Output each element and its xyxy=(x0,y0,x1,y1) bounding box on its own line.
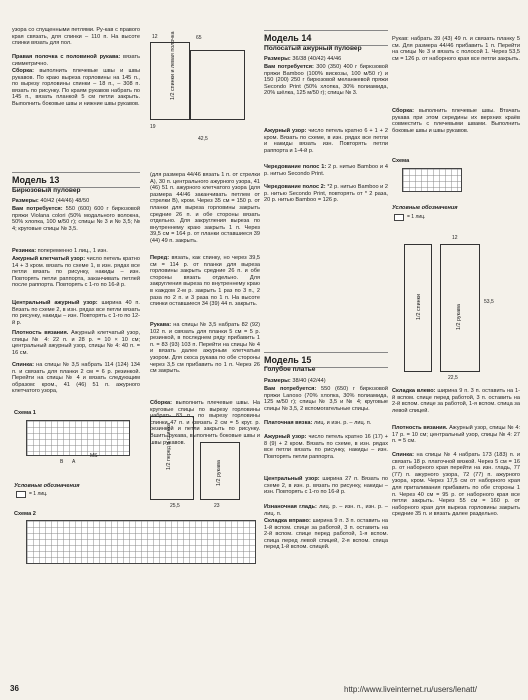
scheme2-grid xyxy=(26,520,256,564)
model15-sizes: Размеры: 38/40 (42/44) xyxy=(264,378,326,384)
scheme1-mark-ms: MS xyxy=(90,453,98,459)
diagram-label-front: 1/2 перед и спинка xyxy=(166,422,172,470)
model13-materials: Вам потребуется: 550 (600) 600 г бирюзовой пряжи Violana colori (50% модального волокна, 50% хлопка, 100 м/50 г); спицы № 3 и № 3,5; № 4; круговые спицы № 3,5. xyxy=(12,206,140,232)
model15-materials: Вам потребуется: 550 (650) г бирюзовой пряжи Lanoso (70% хлопка, 30% полиамида, 125 м/50 г); спицы № 3,5 и № 4; круговые спицы № 3,5, 2 вспомогательные спицы. xyxy=(264,386,388,412)
scheme1-mark-a: A xyxy=(72,459,76,465)
model15-stst: Изнаночная гладь: лиц. р. – изн. п., изн. р. – лиц. п. xyxy=(264,504,388,517)
footer-url[interactable]: http://www.liveinternet.ru/users/lenatt/ xyxy=(344,685,477,694)
model13-title: Модель 13 xyxy=(12,172,140,188)
page-number: 36 xyxy=(10,684,19,693)
diagram-label-back: 1/2 спинки и левая полочка xyxy=(170,31,176,100)
legend2-title: Условные обозначения xyxy=(392,205,458,211)
model13-lace: Ажурный клетчатый узор: число петель кратно 14 + 3 кром. вязать по схеме 1, в изн. рядах все петли вязать по рисунку, накиды – изн. Повторять петли раппорта, заканчивать петлей после раппорта. Повторять с 1-го по 16-й р. xyxy=(12,256,140,289)
model14-stripes1: Чередование полос 1: 2 р. нитью Bamboo и 4 р. нитью Secondo Print. xyxy=(264,164,388,177)
diagram-sleeve-top xyxy=(190,50,245,120)
diagram-num-23: 23 xyxy=(214,503,220,509)
col1-assembly: Сборка: выполнить плечевые швы и швы рукавов. По краю выреза горловины на 145 п., по вырезу горловины спинки – 18 п., – 308 п. вязать по рисунку. По краям рукавов набрать по 145 п., вязать планкой 5 см петли закрыть. Выполнить боковые швы и нижние швы рукавов. xyxy=(12,68,140,107)
diagram-num-65: 65 xyxy=(196,35,202,41)
model13-name: Бирюзовый пуловер xyxy=(12,187,81,194)
legend2-item: = 1 лиц. xyxy=(407,214,426,220)
col2-front: Перед: вязать, как спинку, но через 39,5 см = 114 р. от планки для выреза горловины закрыть средние 26 п. и обе стороны вязать отдельно. Для закругления выреза по внутреннему краю в каждом 2-м р. закрыть 1 раз по 3 п., 2 раза по 2 п. и 3 раза по 1 п. На высоте спинки оставшиеся 34 (39) 44 п. закрыть. xyxy=(150,255,260,308)
col4-back: Спинка: на спицы № 4 набрать 173 (183) п. и связать 18 р. платочной вязкой. Через 5 см = 16 р. от наборного края перейти на изн. гладь, 77 (77) п. ажурного узора, 72 (77) п. ажурного узора, кром. Через 17,5 см от наборного края для приталивания прибавить по обе стороны 1 п. Через 40 см = 95 р. от наборного края все петли закрыть. Через 55 см = 160 р. от наборного края для выреза горловины закрыть средние 35 п. и вязать далее раздельно. xyxy=(392,452,520,518)
diagram-front-back xyxy=(150,416,194,500)
model13-central: Центральный ажурный узор: ширина 40 п. Вязать по схеме 2, в изн. рядах все петли вязать по рисунку, накиды – изн. Повторять с 1-го по 12-й р. xyxy=(12,300,141,326)
model14-lace: Ажурный узор: число петель кратно 6 + 1 + 2 кром. Вязать по схеме, в изн. рядах все петли и накиды вязать изн. Повторять петли раппорта и 1-4-й р. xyxy=(264,128,388,154)
model13-back: Спинка: на спицы № 3,5 набрать 114 (124) 134 п. и связать для планки 2 см = 6 р. резинкой. Перейти на спицы № 4 и вязать следующим образом: кром., 41 (46) 51 п. ажурного клетчатого узора, xyxy=(12,362,140,395)
col4-diagram-label-sleeve: 1/2 рукава xyxy=(456,304,462,330)
diagram-num-19: 19 xyxy=(150,124,156,130)
col4-scheme-title: Схема xyxy=(392,158,410,164)
diagram-label-sleeve: 1/2 рукава xyxy=(216,460,222,486)
col4-assembly: Сборка: выполнить плечевые швы. Втачать рукава при этом середины их верхних краёв совместить с плечевыми швами. Выполнить боковые швы и швы рукавов. xyxy=(392,108,520,134)
diagram-num-12: 12 xyxy=(152,34,158,40)
col4-density: Плотность вязания. Ажурный узор, спицы № 4: 17 р. = 10 см; центральный узор, спицы № 4: 27 п. = 5 см. xyxy=(392,425,521,445)
col1-intro: узора со спущенными петлями. Ру-кав с правого края связать, для спинки – 110 п. На высоте спинки вязать для пол. xyxy=(12,27,140,47)
model14-stripes2: Чередование полос 2: *2 р. нитью Bamboo и 2 р. нитью Secondo Print, повторять от * 2 раза, 20 р. нитью Bamboo = 126 р. xyxy=(264,184,388,204)
col1-front-right: Правая полочка с половиной рукава: вязать симметрично. xyxy=(12,54,140,67)
scheme2-title: Схема 2 xyxy=(14,511,36,517)
legend1-swatch xyxy=(16,491,26,498)
model15-garter: Платочная вязка: лиц. и изн. р. – лиц. п. xyxy=(264,420,372,426)
diagram-num-255: 25,5 xyxy=(170,503,180,509)
col4-diagram-num-225: 22,5 xyxy=(448,375,458,381)
model15-center: Центральный узор: ширина 27 п. Вязать по схеме 2, в изн. р. вязать по рисунку, накиды – изн. Повторять с 1-го по 16-й р. xyxy=(264,476,388,496)
col2-sleeves: Рукава: на спицы № 3,5 набрать 82 (92) 102 п. и связать для планки 5 см = 5 р. резинкой, в последнем ряду прибавить 1 п. = 83 (93) 103 п. Перейти на спицы № 4 и вязать далее ажурным клетчатым узором. Для скоса рукава по обе стороны через 3,5 см прибавить по 1 п. Через 26 см закрыть. xyxy=(150,322,260,375)
col4-diagram-label-back: 1/2 спинки xyxy=(416,294,422,320)
model15-name: Голубое платье xyxy=(264,366,316,373)
model13-sizes: Размеры: 40/42 (44/46) 48/50 xyxy=(12,198,90,204)
model15-title: Модель 15 xyxy=(264,352,388,368)
col4-diagram-num-12: 12 xyxy=(452,235,458,241)
scheme1-grid xyxy=(26,420,130,456)
col4-diagram-num-535: 53,5 xyxy=(484,299,494,305)
scheme1-title: Схема 1 xyxy=(14,410,36,416)
legend2-swatch xyxy=(394,214,404,221)
col2-text1: (для размера 44/46 вязать 1 п. от стрелки А), 30 п. центрального ажурного узора, 41 (46) 51 п. ажурного клетчатого узора (для размера 44/46 заканчивать петлем от стрелки В), кром. Через 35 см = 150 р. от планки для выреза горловины закрыть средние 26 п. и обе стороны вязать отдельно. Для закругления выреза по внутреннему краю закрыть 1 п. Через 39,5 см = 164 р. от планки оставшиеся 39 (44) 49 п. закрыть. xyxy=(150,172,260,244)
model13-rib: Резинка: попеременно 1 лиц., 1 изн. xyxy=(12,248,108,254)
legend1-title: Условные обозначения xyxy=(14,483,80,489)
scheme1-mark-b: B xyxy=(60,459,64,465)
legend1-item: = 1 лиц. xyxy=(29,491,48,497)
diagram-num-425: 42,5 xyxy=(198,136,208,142)
model14-materials: Вам потребуется: 300 (350) 400 г бирюзовой пряжи Bamboo (100% вискозы, 100 м/50 г) и 150 (200) 250 г бирюзовой меланжевой пряжи Secondo Print (50% хлопка, 30% полиамида, 20% шёлка, 125 м/50 г); спицы № 3. xyxy=(264,64,388,97)
model14-sizes: Размеры: 36/38 (40/42) 44/46 xyxy=(264,56,342,62)
col2-assembly: Сборка: выполнить плечевые швы. На круговые спицы по вырезу горловины набрать 83 п., по вырезу горловины спинки 47 п. и связать 2 см = 5 круг. р. резинкой и петли закрыть по рисунку. Вшить рукава, выполнить боковые швы и швы рукавов. xyxy=(150,400,260,446)
model15-cable: Складка вправо: ширина 9 п. 3 п. оставить на 1-й вспом. спице за работой, 3 п. оставить на 2-й вспом. спице перед работой, 1-я вспом. спица перед левой спицей, 2-я вспом. спица перед 1-й вспом. спицей. xyxy=(264,518,388,551)
col4-scheme-grid xyxy=(402,168,462,192)
model15-lace: Ажурный узор: число петель кратно 16 (17) + 8 (9) + 2 кром. Вязать по схеме, в изн. рядах все петли вязать по рисунку, накиды – изн. Повторять петли раппорта. xyxy=(264,434,388,460)
col4-text1: Рукав: набрать 39 (43) 49 п. и связать планку 5 см. Для размера 44/46 прибавить 1 п. Перейти на спицы № 3 и вязать с полосой 1. Через 53,5 см = 126 р. от наборного края все петли закрыть. xyxy=(392,36,520,62)
col4-left-fold: Складка влево: ширина 9 п. 3 п. оставить на 1-й вспом. спице перед работой, 3 п. оставить на 2-й вспом. спице за работой, 1-я вспом. спица за левой спицей. xyxy=(392,388,520,414)
model14-title: Модель 14 xyxy=(264,30,388,46)
model14-name: Полосатый ажурный пуловер xyxy=(264,45,362,52)
model13-density: Плотность вязания. Ажурный клетчатый узор, спицы № 4: 22 п. и 28 р. = 10 × 10 см; центральный ажурный узор, спицы № 4: 40 п. = 16 см. xyxy=(12,330,140,356)
